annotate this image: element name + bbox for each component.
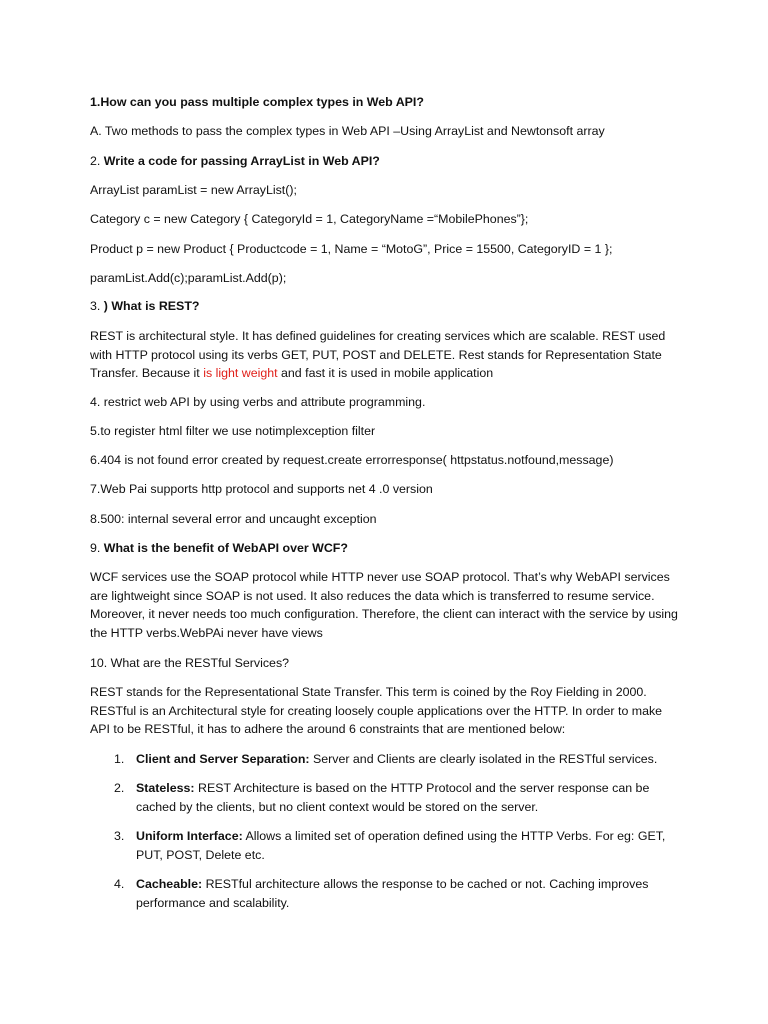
list-item-number: 4.	[114, 877, 125, 891]
list-item-description: Server and Clients are clearly isolated in the RESTful services.	[309, 752, 658, 766]
list-item-number: 2.	[114, 781, 125, 795]
code-line: Category c = new Category { CategoryId = 1, CategoryName =“MobilePhones”};	[90, 212, 529, 226]
question-9	[90, 539, 680, 558]
list-item-term: Cacheable:	[136, 877, 203, 891]
question-1: 1.How can you pass multiple complex types in Web API?	[90, 95, 424, 109]
list-item-text	[136, 750, 676, 769]
answer-3-text-end: and fast it is used in mobile application	[277, 366, 494, 381]
question-3	[90, 297, 680, 316]
list-item-number: 1.	[114, 752, 125, 766]
answer-3	[90, 327, 680, 383]
answer-1: A. Two methods to pass the complex types in Web API –Using ArrayList and Newtonsoft array	[90, 124, 605, 138]
list-item-term: Stateless:	[136, 781, 195, 795]
note-8: 8.500: internal several error and uncaught exception	[90, 512, 377, 526]
note-4: 4. restrict web API by using verbs and attribute programming.	[90, 395, 426, 409]
list-item-description: REST Architecture is based on the HTTP Protocol and the server response can be cached by the clients, but no client context would be stored on the server.	[136, 781, 650, 814]
list-item-text	[136, 827, 676, 864]
code-line: Product p = new Product { Productcode = 1, Name = “MotoG”, Price = 15500, CategoryID = 1 };	[90, 242, 613, 256]
answer-10: REST stands for the Representational State Transfer. This term is coined by the Roy Fielding in 2000. RESTful is an Architectural style for creating loosely couple applications over the HTTP. In order to make API to be RESTful, it has to adhere the around 6 constraints that are mentioned below:	[90, 685, 663, 737]
code-line: paramList.Add(c);paramList.Add(p);	[90, 271, 287, 285]
question-9-title: What is the benefit of WebAPI over WCF?	[103, 541, 348, 555]
question-3-number: 3.	[90, 299, 104, 313]
note-6: 6.404 is not found error created by request.create errorresponse( httpstatus.notfound,message)	[90, 453, 614, 467]
question-2-title: Write a code for passing ArrayList in Web API?	[103, 154, 380, 168]
code-line: ArrayList paramList = new ArrayList();	[90, 183, 297, 197]
list-item-term: Client and Server Separation:	[136, 752, 310, 766]
list-item-description: RESTful architecture allows the response to be cached or not. Caching improves performance and scalability.	[136, 877, 649, 910]
list-item-text	[136, 875, 676, 912]
question-3-title: ) What is REST?	[103, 299, 200, 313]
list-item-term: Uniform Interface:	[136, 829, 243, 843]
answer-9: WCF services use the SOAP protocol while HTTP never use SOAP protocol. That’s why WebAPI services are lightweight since SOAP is not used. It also reduces the data which is transferred to resume service. Moreover, it never needs too much configuration. Therefore, the client can interact with the service by using the HTTP verbs.WebPAi never have views	[90, 570, 678, 640]
answer-3-highlight: is light weight	[203, 366, 278, 381]
note-7: 7.Web Pai supports http protocol and supports net 4 .0 version	[90, 482, 433, 496]
question-2-number: 2.	[90, 154, 104, 168]
list-item-number: 3.	[114, 829, 125, 843]
list-item-text	[136, 779, 676, 816]
note-5: 5.to register html filter we use notimplexception filter	[90, 424, 376, 438]
question-10: 10. What are the RESTful Services?	[90, 656, 290, 670]
answer-3-text: REST is architectural style. It has defined guidelines for creating services which are scalable. REST used with HTTP protocol using its verbs GET, PUT, POST and DELETE. Rest stands for Representation State Transfer. Because it	[90, 329, 666, 381]
question-9-number: 9.	[90, 541, 104, 555]
list-item-description: Allows a limited set of operation defined using the HTTP Verbs. For eg: GET, PUT, POST, Delete etc.	[136, 829, 666, 862]
question-2	[90, 152, 680, 171]
